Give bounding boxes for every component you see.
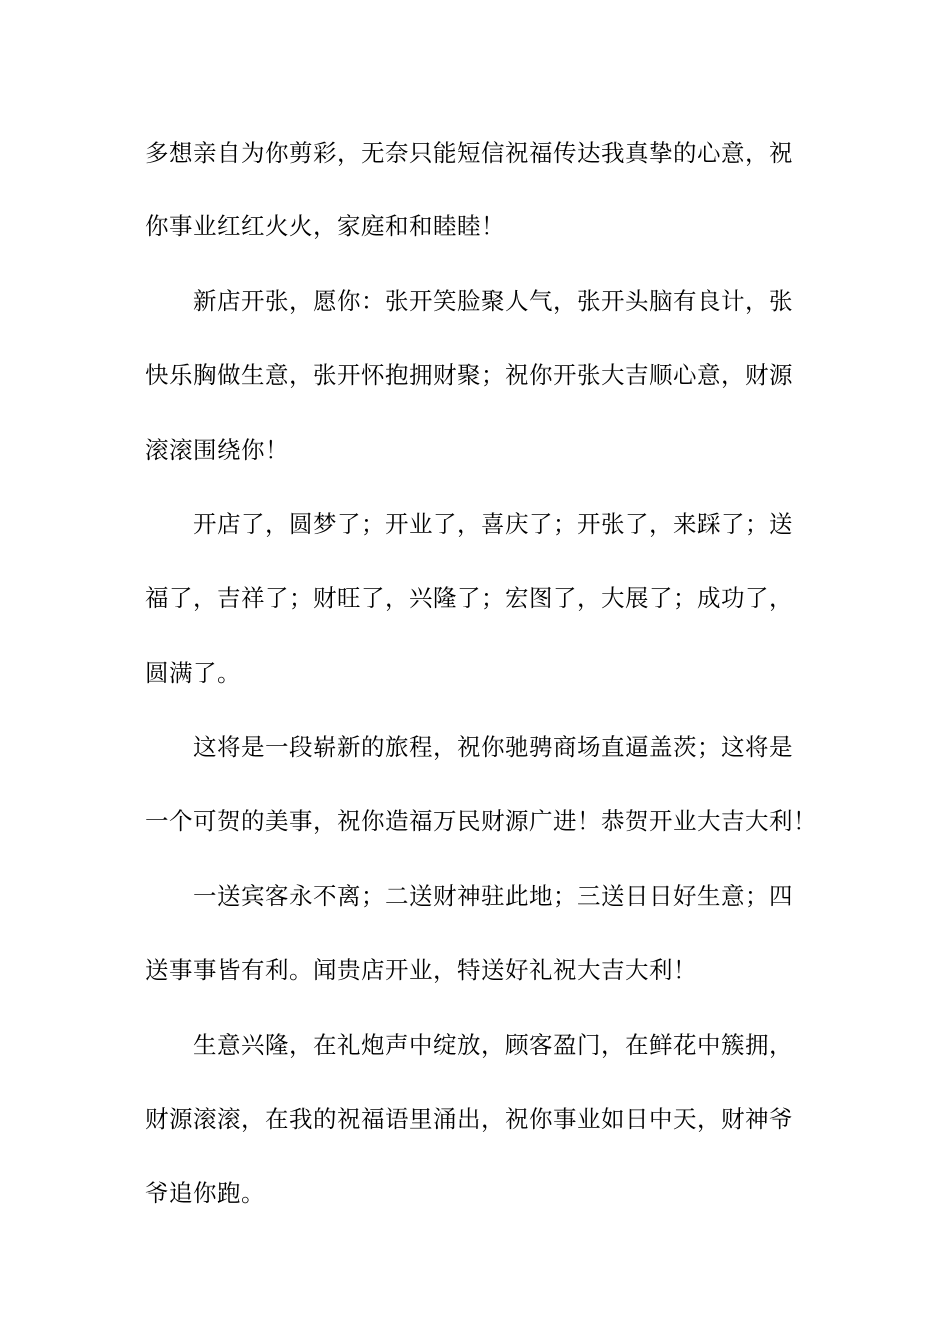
text-line: 财源滚滚，在我的祝福语里涌出，祝你事业如日中天，财神爷 <box>145 1105 793 1133</box>
paragraph-first-line: 生意兴隆，在礼炮声中绽放，顾客盈门，在鲜花中簇拥， <box>193 1031 793 1059</box>
text-line: 多想亲自为你剪彩，无奈只能短信祝福传达我真挚的心意，祝 <box>145 139 793 167</box>
text-line: 一个可贺的美事，祝你造福万民财源广进！恭贺开业大吉大利！ <box>145 807 817 835</box>
text-line: 福了，吉祥了；财旺了，兴隆了；宏图了，大展了；成功了， <box>145 584 793 612</box>
text-line: 快乐胸做生意，张开怀抱拥财聚；祝你开张大吉顺心意，财源 <box>145 361 793 389</box>
paragraph-first-line: 新店开张，愿你：张开笑脸聚人气，张开头脑有良计，张 <box>193 287 793 315</box>
paragraph-first-line: 这将是一段崭新的旅程，祝你驰骋商场直逼盖茨；这将是 <box>193 733 793 761</box>
text-line: 滚滚围绕你！ <box>145 436 289 464</box>
paragraph-first-line: 一送宾客永不离；二送财神驻此地；三送日日好生意；四 <box>193 882 793 910</box>
text-line: 送事事皆有利。闻贵店开业，特送好礼祝大吉大利！ <box>145 956 697 984</box>
text-line: 爷追你跑。 <box>145 1179 265 1207</box>
text-line: 圆满了。 <box>145 659 241 687</box>
paragraph-first-line: 开店了，圆梦了；开业了，喜庆了；开张了，来踩了；送 <box>193 510 793 538</box>
text-line: 你事业红红火火，家庭和和睦睦！ <box>145 212 505 240</box>
